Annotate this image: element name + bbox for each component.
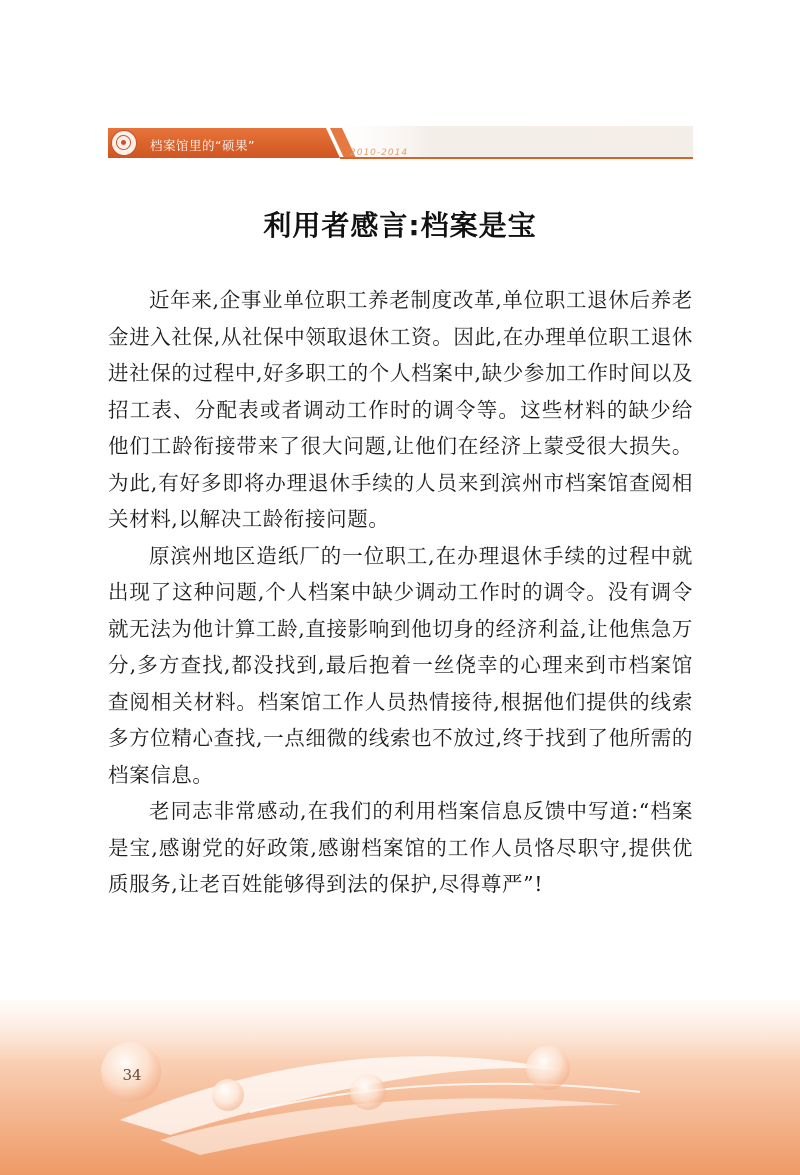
bubble-small-left <box>212 1079 244 1111</box>
article-title: 利用者感言:档案是宝 <box>263 209 537 242</box>
paragraph-1: 近年来,企事业单位职工养老制度改革,单位职工退休后养老金进入社保,从社保中领取退休工资。因此,在办理单位职工退休进社保的过程中,好多职工的个人档案中,缺少参加工作时间以及招工表、分配表或者调动工作时的调令等。这些材料的缺少给他们工龄衔接带来了很大问题,让他们在经济上蒙受很大损失。为此,有好多即将办理退休手续的人员来到滨州市档案馆查阅相关材料,以解决工龄衔接问题。 <box>108 288 693 531</box>
paragraph-2: 原滨州地区造纸厂的一位职工,在办理退休手续的过程中就出现了这种问题,个人档案中缺少调动工作时的调令。没有调令就无法为他计算工龄,直接影响到他切身的经济利益,让他焦急万分,多方查找,都没找到,最后抱着一丝侥幸的心理来到市档案馆查阅相关材料。档案馆工作人员热情接待,根据他们提供的线索多方位精心查找,一点细微的线索也不放过,终于找到了他所需的档案信息。 <box>108 543 693 787</box>
paragraph-3: 老同志非常感动,在我们的利用档案信息反馈中写道:“档案是宝,感谢党的好政策,感谢档案馆的工作人员恪尽职守,提供优质服务,让老百姓能够得到法的保护,尽得尊严”! <box>108 799 693 896</box>
page-number: 34 <box>122 1066 142 1084</box>
header-years: 2010-2014 <box>350 148 409 158</box>
archive-logo-icon <box>111 130 137 156</box>
bubble-right <box>526 1046 570 1090</box>
running-header <box>108 124 693 160</box>
article-body <box>108 282 693 903</box>
bubble-middle <box>350 1074 386 1110</box>
footer-decoration <box>0 1000 800 1175</box>
header-title: 档案馆里的“硕果” <box>150 138 255 153</box>
